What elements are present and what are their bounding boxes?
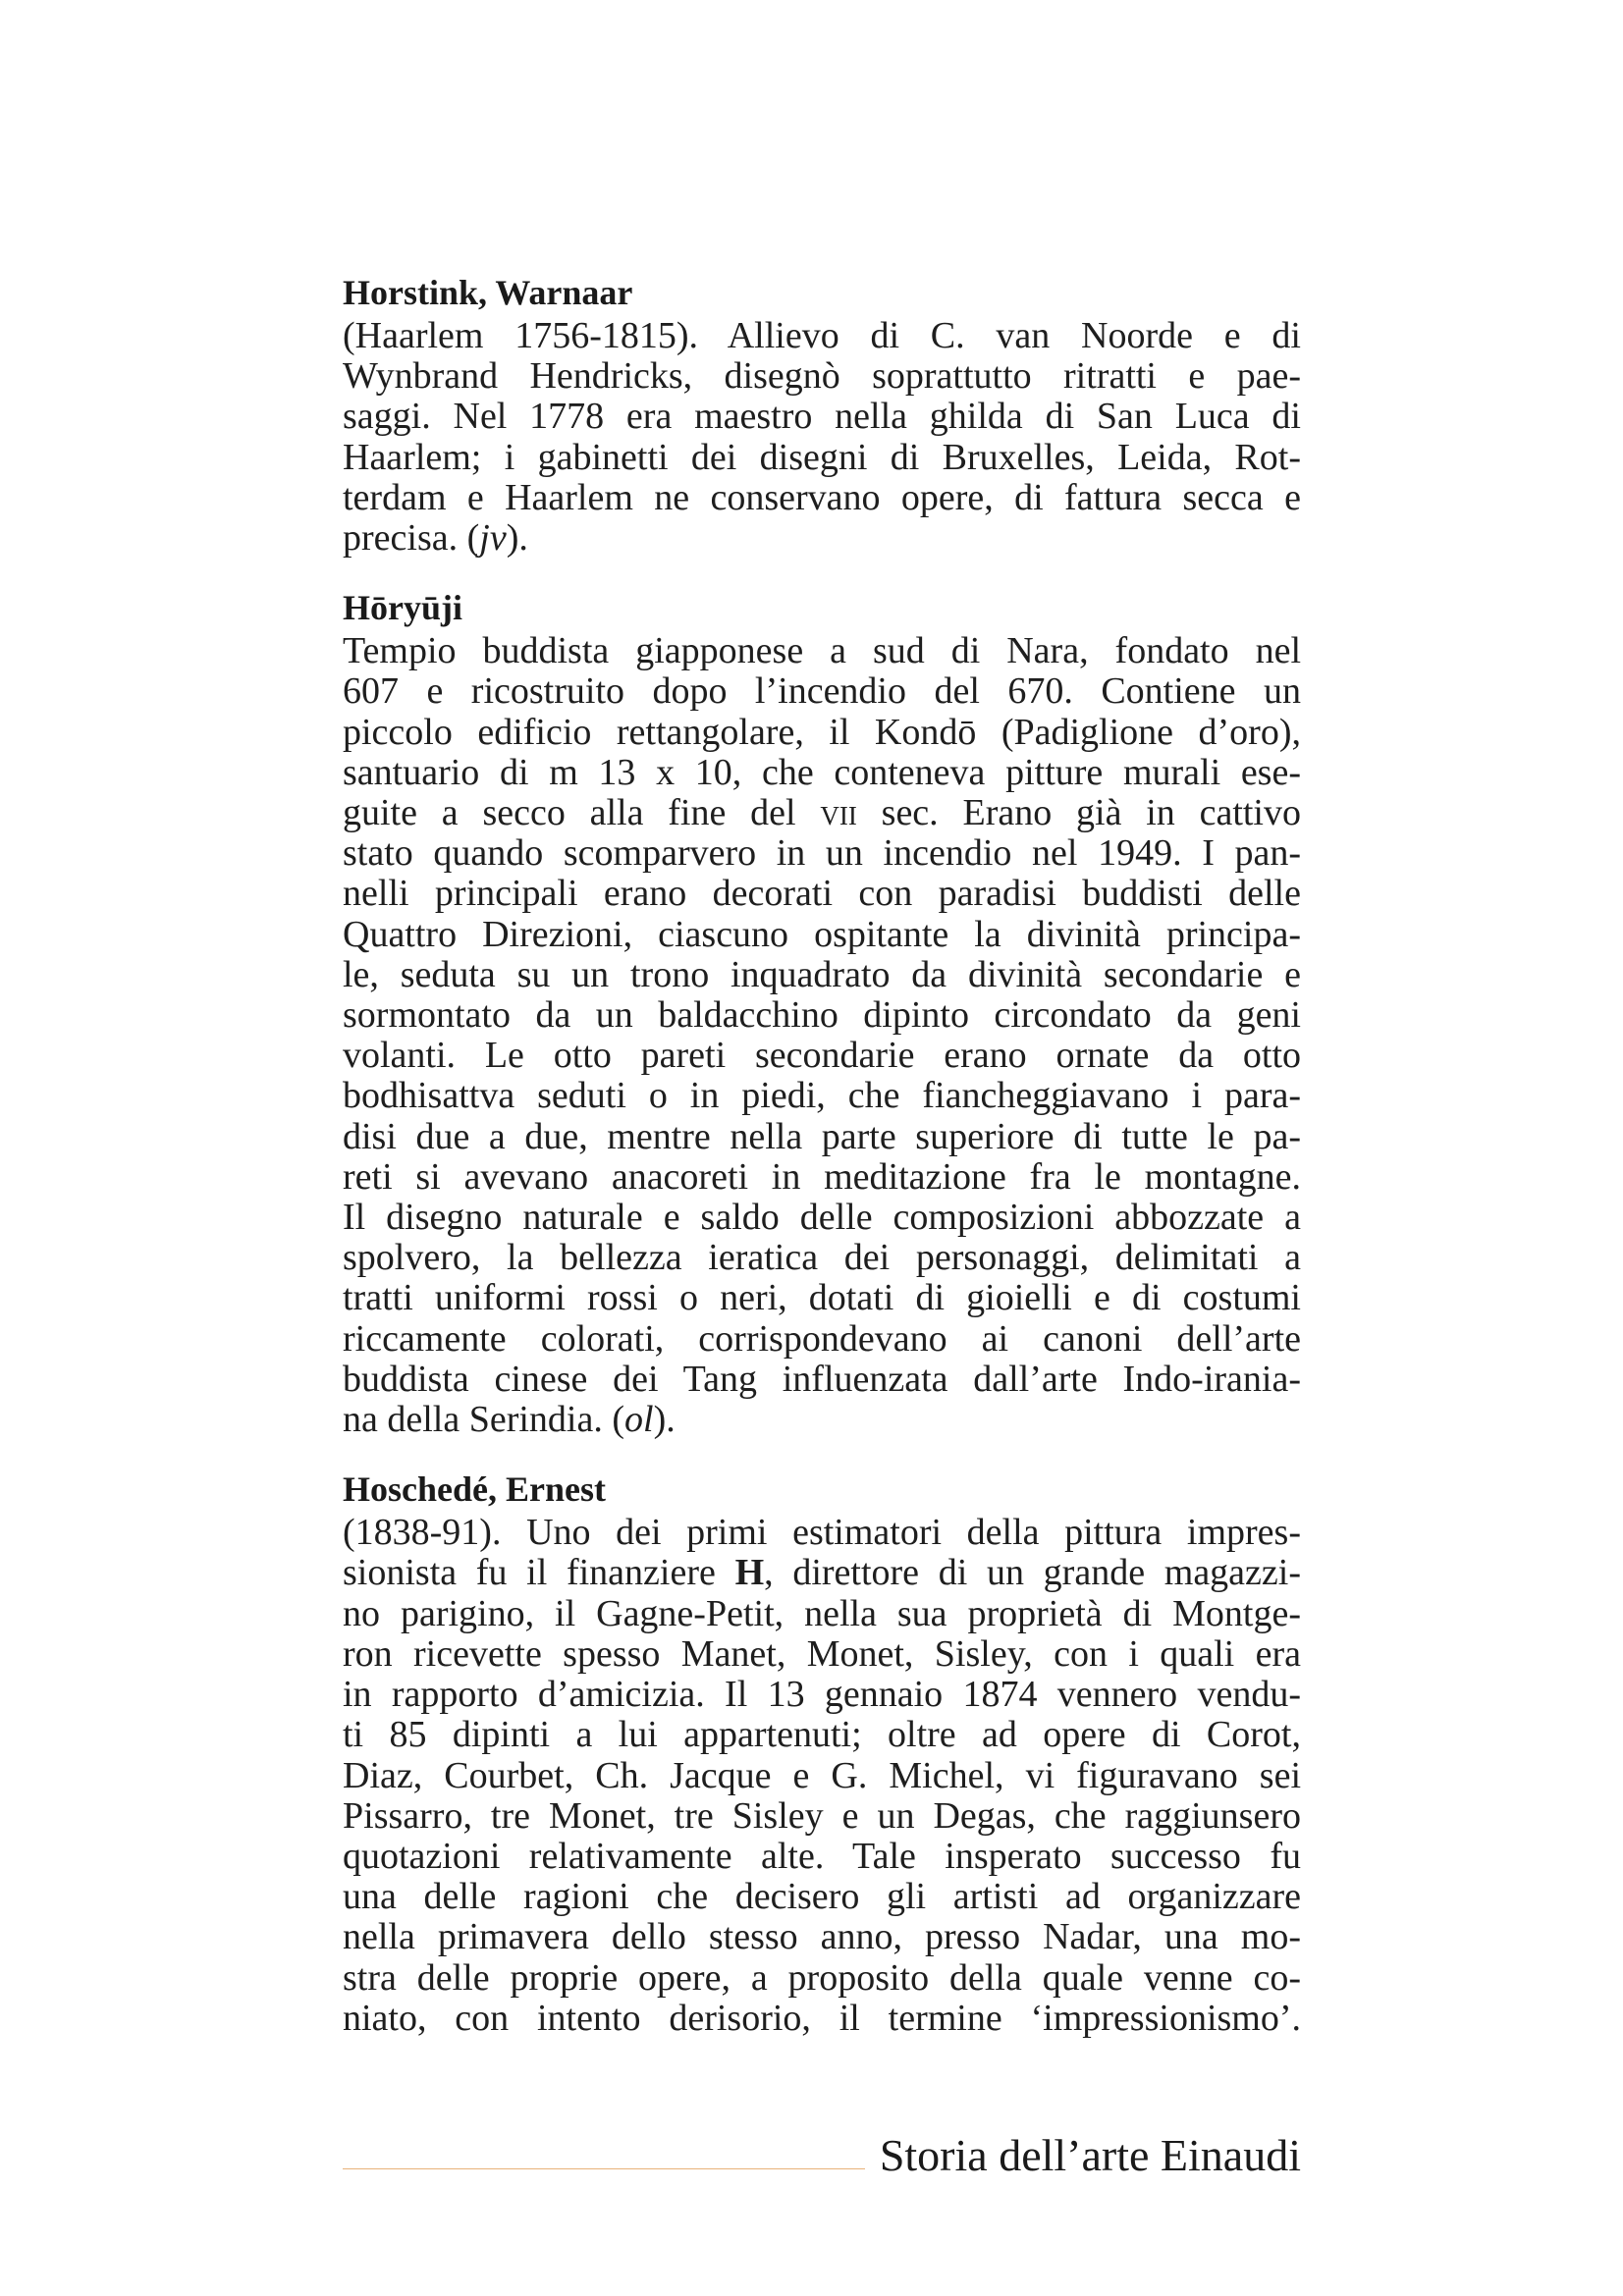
entry-body — [343, 316, 1301, 559]
entry-body — [343, 1513, 1301, 2039]
author-signature: ol — [624, 1399, 654, 1441]
line-text: sec. Erano già in cattivo — [856, 792, 1301, 834]
body-line: terdam e Haarlem ne conservano opere, di fattura secca e — [343, 476, 1301, 518]
line-text: guite a secco alla fine del — [343, 792, 821, 834]
footer-title: Storia dell’arte Einaudi — [879, 2130, 1301, 2180]
body-line: disi due a due, mentre nella parte superiore di tutte le pa- — [343, 1115, 1301, 1157]
body-line: Diaz, Courbet, Ch. Jacque e G. Michel, vi figuravano sei — [343, 1754, 1301, 1796]
century-numeral: vii — [820, 792, 857, 834]
body-line — [343, 793, 1301, 833]
body-line: una delle ragioni che decisero gli artisti ad organizzare — [343, 1876, 1301, 1918]
line-text: ). — [653, 1399, 676, 1441]
body-line: sormontato da un baldacchino dipinto circondato da geni — [343, 994, 1301, 1037]
body-line: buddista cinese dei Tang influenzata dall’arte Indo-irania- — [343, 1358, 1301, 1400]
body-line-last — [343, 518, 1301, 559]
body-line: (Haarlem 1756-1815). Allievo di C. van Noorde e di — [343, 315, 1301, 356]
abbreviation-letter: H — [734, 1552, 765, 1594]
body-line: no parigino, il Gagne-Petit, nella sua proprietà di Montge- — [343, 1592, 1301, 1634]
body-line: spolvero, la bellezza ieratica dei personaggi, delimitati a — [343, 1237, 1301, 1279]
entry-title: Horstink, Warnaar — [343, 273, 633, 312]
body-line — [343, 1553, 1301, 1593]
body-line: nelli principali erano decorati con paradisi buddisti delle — [343, 873, 1301, 915]
body-line: stato quando scomparvero in un incendio nel 1949. I pan- — [343, 832, 1301, 875]
body-line: piccolo edificio rettangolare, il Kondō (Padiglione d’oro), — [343, 711, 1301, 753]
line-text: ). — [506, 517, 528, 560]
body-line: Quattro Direzioni, ciascuno ospitante la divinità principa- — [343, 913, 1301, 955]
body-line: volanti. Le otto pareti secondarie erano ornate da otto — [343, 1035, 1301, 1077]
body-line: le, seduta su un trono inquadrato da divinità secondarie e — [343, 953, 1301, 995]
body-line-last — [343, 1400, 1301, 1440]
body-line: stra delle proprie opere, a proposito della quale venne co- — [343, 1956, 1301, 1999]
footer-rule — [343, 2168, 865, 2169]
entry-horstink — [343, 271, 1301, 559]
body-line: saggi. Nel 1778 era maestro nella ghilda di San Luca di — [343, 396, 1301, 438]
page-footer — [343, 2128, 1301, 2187]
body-line: bodhisattva seduti o in piedi, che fiancheggiavano i para- — [343, 1075, 1301, 1117]
body-line: Wynbrand Hendricks, disegnò soprattutto ritratti e pae- — [343, 355, 1301, 398]
line-text: na della Serindia. ( — [343, 1399, 625, 1441]
body-line: ti 85 dipinti a lui appartenuti; oltre ad opere di Corot, — [343, 1714, 1301, 1756]
body-line: Tempio buddista giapponese a sud di Nara, fondato nel — [343, 630, 1301, 672]
body-line: niato, con intento derisorio, il termine ‘impressionismo’. — [343, 1997, 1301, 2039]
body-line: (1838-91). Uno dei primi estimatori della pittura impres- — [343, 1512, 1301, 1554]
body-line: reti si avevano anacoreti in meditazione fra le montagne. — [343, 1155, 1301, 1198]
body-line: ron ricevette spesso Manet, Monet, Sisley, con i quali era — [343, 1632, 1301, 1675]
body-line: santuario di m 13 x 10, che conteneva pitture murali ese- — [343, 751, 1301, 793]
body-line: Haarlem; i gabinetti dei disegni di Bruxelles, Leida, Rot- — [343, 436, 1301, 478]
body-line: 607 e ricostruito dopo l’incendio del 670. Contiene un — [343, 670, 1301, 713]
author-signature: jv — [479, 517, 507, 560]
body-line: Pissarro, tre Monet, tre Sisley e un Degas, che raggiunsero — [343, 1794, 1301, 1837]
body-line: in rapporto d’amicizia. Il 13 gennaio 1874 vennero vendu- — [343, 1674, 1301, 1716]
body-line: quotazioni relativamente alte. Tale insperato successo fu — [343, 1835, 1301, 1877]
entry-hoschede — [343, 1468, 1301, 2039]
entry-body — [343, 631, 1301, 1440]
line-text: sionista fu il finanziere — [343, 1552, 735, 1594]
page-column — [343, 271, 1301, 2066]
entry-title: Hōryūji — [343, 588, 462, 628]
entry-title: Hoschedé, Ernest — [343, 1469, 606, 1510]
body-line: nella primavera dello stesso anno, presso Nadar, una mo- — [343, 1916, 1301, 1958]
line-text: , direttore di un grande magazzi- — [764, 1552, 1301, 1594]
entry-horyuji — [343, 586, 1301, 1440]
body-line: tratti uniformi rossi o neri, dotati di gioielli e di costumi — [343, 1277, 1301, 1319]
line-text: precisa. ( — [343, 517, 480, 560]
body-line: Il disegno naturale e saldo delle composizioni abbozzate a — [343, 1197, 1301, 1239]
body-line: riccamente colorati, corrispondevano ai canoni dell’arte — [343, 1317, 1301, 1360]
